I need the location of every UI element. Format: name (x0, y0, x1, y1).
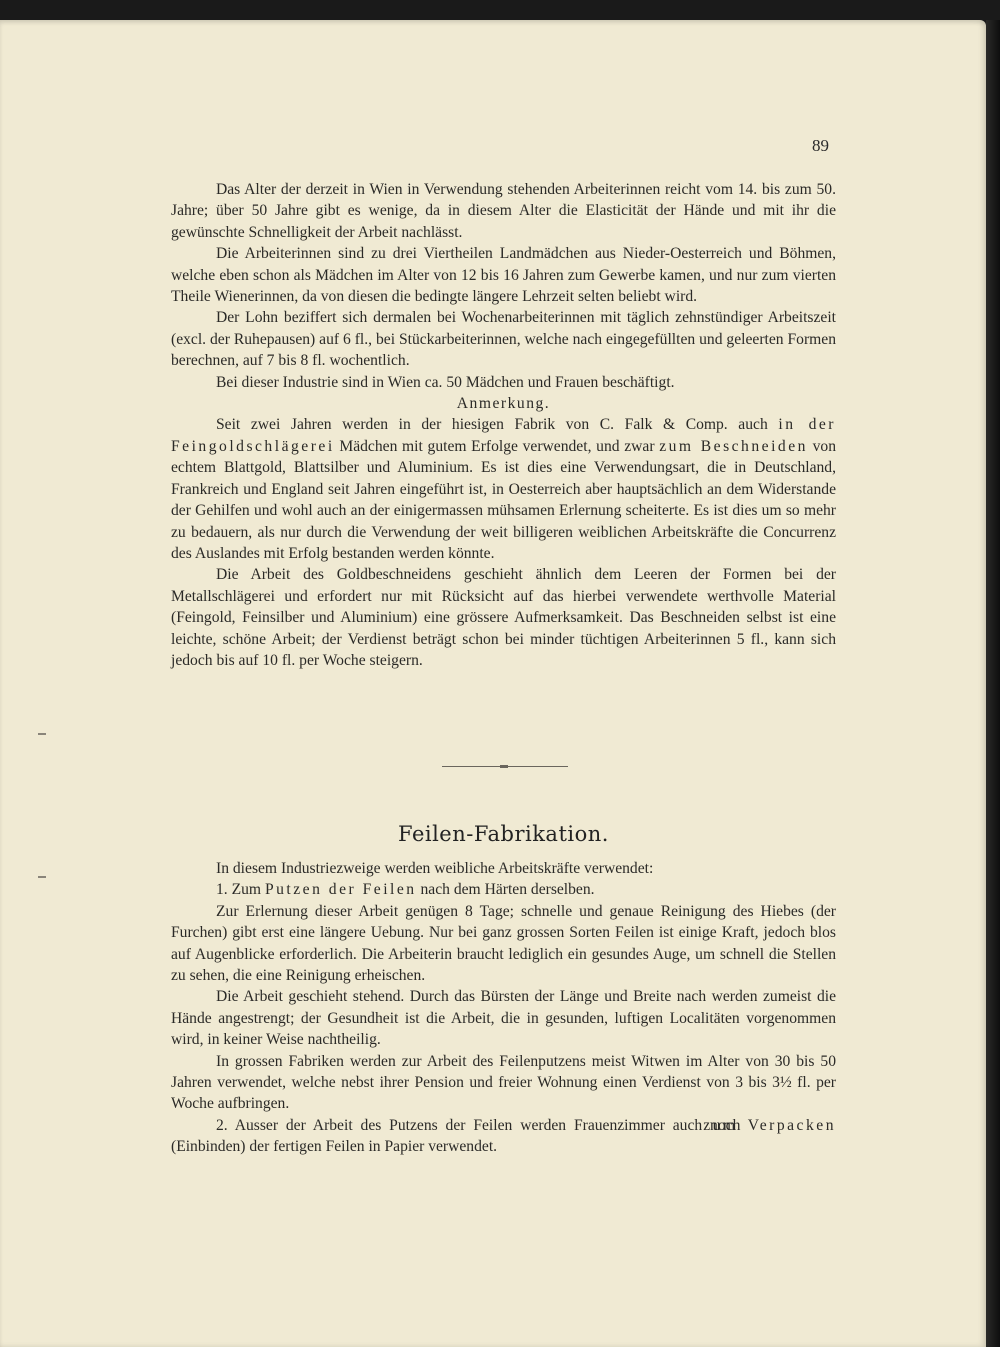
paragraph: In diesem Industriezweige werden weibliche Arbeitskräfte verwendet: (216, 860, 654, 877)
paragraph: Der Lohn beziffert sich dermalen bei Wochenarbeiterinnen mit täglich zehnstündiger Arbeitszeit (excl. der Ruhepausen) auf 6 fl., bei Stückarbeiterinnen, welche nach eingegefüllten und geleerten Formen berechnen, auf 7 bis 8 fl. wochentlich. (171, 309, 836, 370)
text-block-upper (171, 179, 836, 671)
section-divider (442, 766, 568, 767)
page-number: 89 (812, 136, 829, 155)
section-title: Feilen-Fabrikation. (398, 822, 609, 846)
paragraph: Die Arbeiterinnen sind zu drei Viertheilen Landmädchen aus Nieder-Oesterreich und Böhmen, welche eben schon als Mädchen im Alter von 12 bis 16 Jahren zum Gewerbe kamen, und nur zum vierten Theile Wienerinnen, da von diesen die bedingte längere Lehrzeit selten beliebt wird. (171, 245, 836, 306)
paragraph: Zur Erlernung dieser Arbeit genügen 8 Tage; schnelle und genaue Reinigung des Hiebes (der Furchen) gibt erst eine längere Uebung. Nur bei ganz grossen Sorten Feilen ist einige Kraft, jedoch blos auf Augenblicke erforderlich. Die Arbeiterin braucht lediglich ein gesundes Auge, um schnell die Stellen zu sehen, die eine Reinigung erheischen. (171, 902, 836, 985)
paragraph: In grossen Fabriken werden zur Arbeit des Feilenputzens meist Witwen im Alter von 30 bis 50 Jahren verwendet, welche nebst ihrer Pension und freier Wohnung einen Verdienst von 3 bis 3½ fl. per Woche aufbringen. (171, 1052, 836, 1113)
margin-mark (38, 876, 46, 878)
paragraph: 2. Ausser der Arbeit des Putzens der Feilen werden Frauenzimmer auch noch zum Verpacken (Einbinden) der fertigen Feilen in Papier verwendet. (171, 1116, 836, 1156)
margin-mark (38, 733, 46, 735)
paragraph: Seit zwei Jahren werden in der hiesigen Fabrik von C. Falk & Comp. auch in der Feingoldschlägerei Mädchen mit gutem Erfolge verwendet, und zwar zum Beschneiden von echtem Blattgold, Blattsilber und Aluminium. Es ist dies eine Verwendungsart, die in Deutschland, Frankreich und England seit Jahren eingeführt ist, in Oesterreich aber hauptsächlich an dem Widerstande der Gehilfen und wohl auch an der einigermassen mühsamen Erlernung scheiterte. Es ist dies um so mehr zu bedauern, als nur durch die Verwendung der weit billigeren weiblichen Arbeitskräfte die Concurrenz des Auslandes mit Erfolg bestanden werden könnte. (171, 416, 837, 562)
note-heading: Anmerkung. (456, 395, 551, 413)
paragraph: Die Arbeit geschieht stehend. Durch das Bürsten der Länge und Breite nach werden zumeist die Hände angestrengt; der Gesundheit ist die Arbeit, die in gesunden, luftigen Localitäten vorgenommen wird, in keiner Weise nachtheilig. (171, 988, 836, 1049)
paragraph: Bei dieser Industrie sind in Wien ca. 50 Mädchen und Frauen beschäftigt. (216, 373, 675, 391)
paragraph: Die Arbeit des Goldbeschneidens geschieht ähnlich dem Leeren der Formen bei der Metallschlägerei und erfordert nur mit Rücksicht auf das hierbei verwendete werthvolle Material (Feingold, Feinsilber und Aluminium) eine grössere Aufmerksamkeit. Das Beschneiden selbst ist eine leichte, schöne Arbeit; der Verdienst beträgt schon bei minder tüchtigen Arbeiterinnen 5 fl., kann sich jedoch bis auf 10 fl. per Woche steigern. (171, 566, 836, 669)
paragraph: 1. Zum Putzen der Feilen nach dem Härten derselben. (216, 881, 595, 899)
paragraph: Das Alter der derzeit in Wien in Verwendung stehenden Arbeiterinnen reicht vom 14. bis zum 50. Jahre; über 50 Jahre gibt es wenige, da in diesem Alter die Elasticität der Hände und mit ihr die gewünschte Schnelligkeit der Arbeit nachlässt. (171, 181, 836, 241)
text-block-lower (171, 858, 836, 1158)
book-edge (986, 20, 1000, 1347)
